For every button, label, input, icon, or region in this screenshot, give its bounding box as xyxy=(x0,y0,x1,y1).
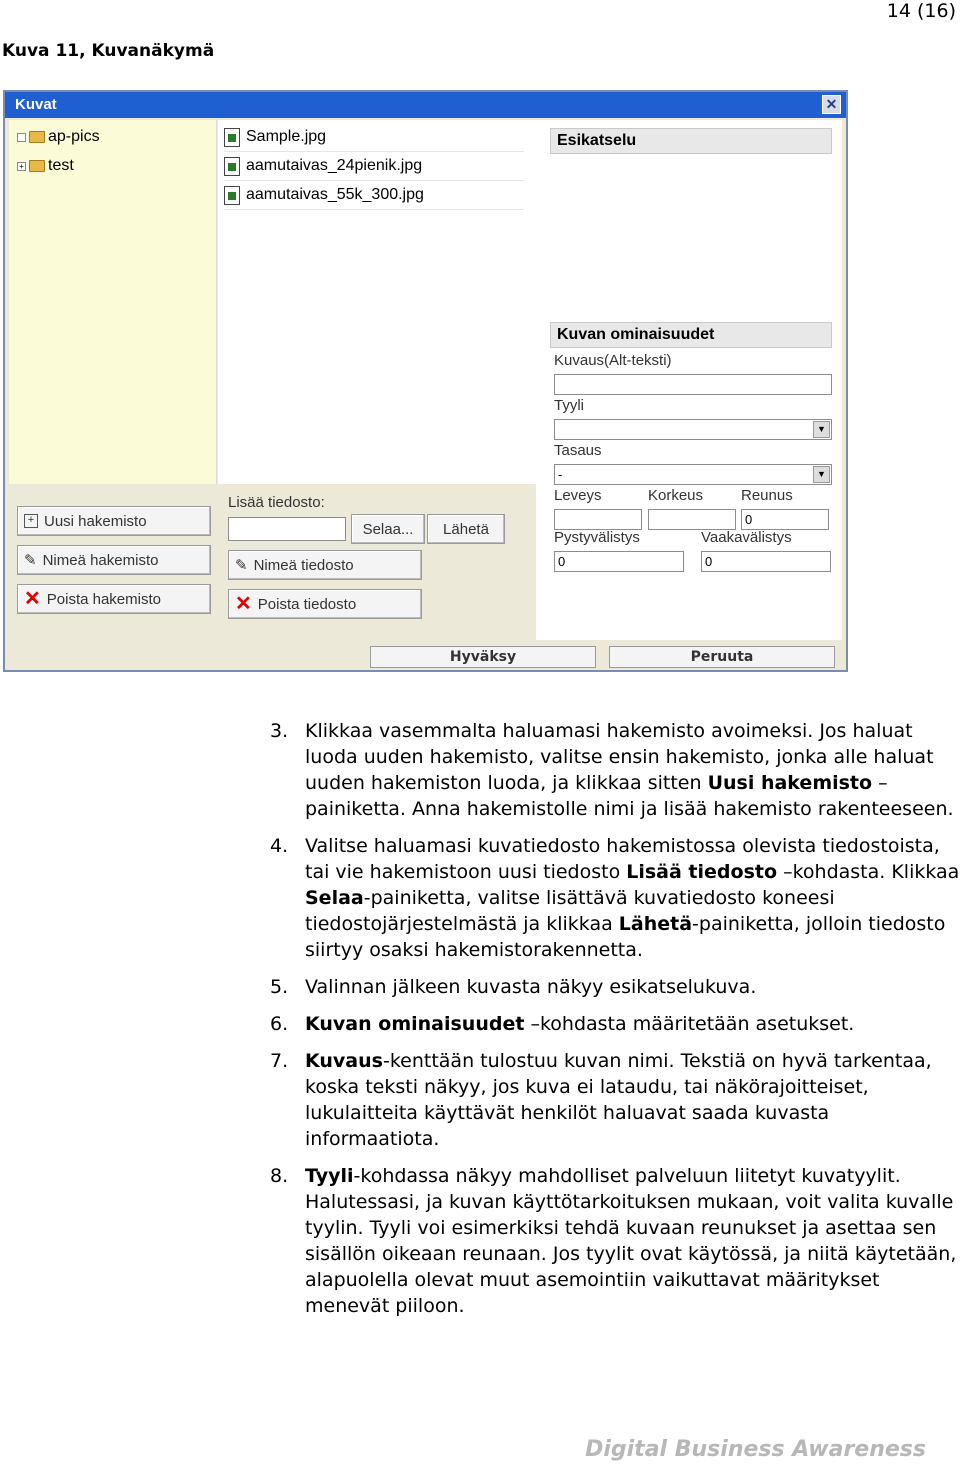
step-number: 7. xyxy=(270,1050,289,1072)
step-number: 6. xyxy=(270,1013,289,1035)
image-file-icon xyxy=(224,157,240,176)
folder-name: ap-pics xyxy=(48,128,100,145)
hspace-input[interactable]: 0 xyxy=(701,551,831,572)
image-file-icon xyxy=(224,186,240,205)
height-input[interactable] xyxy=(648,509,736,530)
expand-toggle[interactable]: + xyxy=(17,162,26,171)
new-folder-label: Uusi hakemisto xyxy=(44,512,147,530)
step-text: Valinnan jälkeen kuvasta näkyy esikatselukuva. xyxy=(305,976,757,998)
new-folder-button[interactable] xyxy=(17,506,211,536)
add-file-label: Lisää tiedosto: xyxy=(228,494,325,511)
rename-folder-label: Nimeä hakemisto xyxy=(42,551,159,569)
rename-file-button[interactable] xyxy=(228,550,422,580)
cancel-button[interactable]: Peruuta xyxy=(609,646,835,668)
list-item xyxy=(270,833,960,963)
delete-folder-button[interactable] xyxy=(17,584,211,614)
page-number: 14 (16) xyxy=(886,0,956,22)
properties-heading: Kuvan ominaisuudet xyxy=(550,322,832,348)
border-label: Reunus xyxy=(741,487,793,504)
folder-item[interactable] xyxy=(17,128,100,146)
expand-toggle[interactable] xyxy=(17,133,26,142)
dialog-title: Kuvat xyxy=(15,96,57,113)
delete-icon: ✕ xyxy=(24,588,41,610)
file-name: aamutaivas_55k_300.jpg xyxy=(246,186,424,203)
border-input[interactable]: 0 xyxy=(741,509,829,530)
dialog-titlebar xyxy=(5,92,846,118)
pencil-icon: ✎ xyxy=(235,557,248,574)
list-item xyxy=(270,1163,960,1319)
action-area xyxy=(9,484,536,640)
images-dialog xyxy=(3,90,848,672)
close-icon[interactable]: ✕ xyxy=(822,95,841,114)
list-item xyxy=(270,1011,960,1037)
folder-tree xyxy=(9,120,217,484)
send-button[interactable]: Lähetä xyxy=(427,514,505,544)
width-input[interactable] xyxy=(554,509,642,530)
rename-file-label: Nimeä tiedosto xyxy=(253,556,354,574)
file-path-input[interactable] xyxy=(228,517,346,541)
hspace-label: Vaakavälistys xyxy=(701,529,792,546)
step-text: Tyyli-kohdassa näkyy mahdolliset palveluun liitetyt kuvatyylit. Halutessasi, ja kuvan käyttötarkoituksen mukaan, voit valita kuvalle tyylin. Tyyli voi esimerkiksi tehdä kuvaan reunukset ja asettaa sen sisällön oikeaan reunaan. Jos tyylit ovat käytössä, ja niitä käytetään, alapuolella olevat muut asemointiin vaikuttavat määritykset menevät piiloon. xyxy=(305,1165,957,1317)
align-label: Tasaus xyxy=(554,442,602,459)
preview-heading: Esikatselu xyxy=(550,128,832,154)
step-text: Kuvan ominaisuudet –kohdasta määritetään asetukset. xyxy=(305,1013,855,1035)
step-number: 5. xyxy=(270,976,289,998)
step-number: 3. xyxy=(270,720,289,742)
style-label: Tyyli xyxy=(554,397,584,414)
file-name: aamutaivas_24pienik.jpg xyxy=(246,157,423,174)
file-item[interactable] xyxy=(224,152,524,181)
delete-icon: ✕ xyxy=(235,593,252,615)
align-value: - xyxy=(558,467,563,482)
delete-file-button[interactable] xyxy=(228,589,422,619)
footer-brand: Digital Business Awareness xyxy=(585,1437,926,1462)
alt-text-input[interactable] xyxy=(554,374,832,395)
pencil-icon: ✎ xyxy=(24,552,37,569)
step-text: Klikkaa vasemmalta haluamasi hakemisto avoimeksi. Jos haluat luoda uuden hakemisto, valitse ensin hakemisto, jonka alle haluat uuden hakemiston luoda, ja klikkaa sitten Uusi hakemisto –painiketta. Anna hakemistolle nimi ja lisää hakemisto rakenteeseen. xyxy=(305,720,954,820)
delete-folder-label: Poista hakemisto xyxy=(46,590,161,608)
step-text: Valitse haluamasi kuvatiedosto hakemistossa olevista tiedostoista, tai vie hakemistoon uusi tiedosto Lisää tiedosto –kohdasta. Klikkaa Selaa-painiketta, valitse lisättävä kuvatiedosto koneesi tiedostojärjestelmästä ja klikkaa Lähetä-painiketta, jolloin tiedosto siirtyy osaksi hakemistorakennetta. xyxy=(305,835,960,961)
folder-item[interactable] xyxy=(17,157,74,175)
step-text: Kuvaus-kenttään tulostuu kuvan nimi. Tekstiä on hyvä tarkentaa, koska teksti näkyy, jos kuva ei lataudu, tai näkörajoitteiset, lukulaitteita käyttävät henkilöt haluavat saada kuvasta informaatiota. xyxy=(305,1050,932,1150)
chevron-down-icon[interactable]: ▼ xyxy=(813,466,830,483)
folder-icon xyxy=(29,160,45,172)
vspace-label: Pystyvälistys xyxy=(554,529,640,546)
delete-file-label: Poista tiedosto xyxy=(257,595,357,613)
properties-pane xyxy=(536,120,842,640)
step-number: 4. xyxy=(270,835,289,857)
file-item[interactable] xyxy=(224,123,524,152)
vspace-input[interactable]: 0 xyxy=(554,551,684,572)
file-name: Sample.jpg xyxy=(246,128,327,145)
browse-button[interactable]: Selaa... xyxy=(351,514,425,544)
list-item xyxy=(270,718,960,822)
alt-label: Kuvaus(Alt-teksti) xyxy=(554,352,672,369)
chevron-down-icon[interactable]: ▼ xyxy=(813,421,830,438)
height-label: Korkeus xyxy=(648,487,704,504)
list-item xyxy=(270,974,960,1000)
figure-caption: Kuva 11, Kuvanäkymä xyxy=(2,41,215,61)
width-label: Leveys xyxy=(554,487,602,504)
image-file-icon xyxy=(224,128,240,147)
ok-button[interactable]: Hyväksy xyxy=(370,646,596,668)
step-number: 8. xyxy=(270,1165,289,1187)
folder-name: test xyxy=(48,157,74,174)
list-item xyxy=(270,1048,960,1152)
dialog-footer xyxy=(5,642,846,670)
rename-folder-button[interactable] xyxy=(17,545,211,575)
file-list xyxy=(218,120,536,484)
align-select[interactable] xyxy=(554,464,832,485)
add-icon: + xyxy=(24,514,38,528)
folder-open-icon xyxy=(29,131,45,143)
instruction-list xyxy=(270,718,960,1330)
style-select[interactable] xyxy=(554,419,832,440)
file-item[interactable] xyxy=(224,181,524,210)
